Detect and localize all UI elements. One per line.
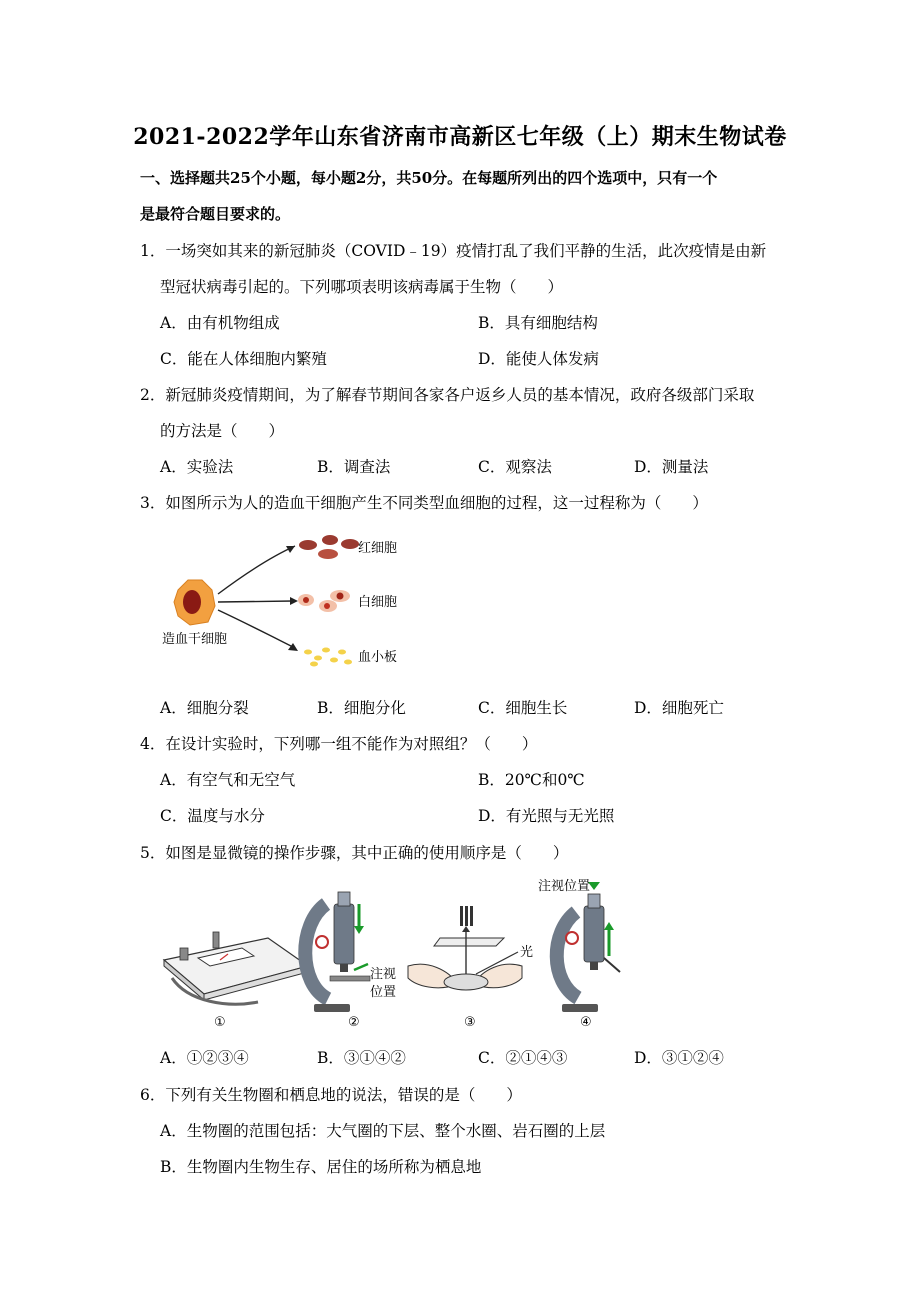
step-3-number: ③ [464,1015,476,1030]
step-1-stage-drawing [164,932,308,1004]
stem-cell-nucleus [183,590,201,614]
question-4-option-c[interactable]: C．温度与水分 [160,807,265,825]
platelet-3 [322,648,330,653]
platelet-5 [338,650,346,655]
arrow-to-white-cells [218,601,293,602]
question-1-option-d[interactable]: D．能使人体发病 [478,350,599,368]
red-cell-3 [318,549,338,559]
label-white-cell: 白细胞 [358,595,398,610]
section-heading-line-2: 是最符合题目要求的。 [140,205,291,223]
question-1-line-2: 型冠状病毒引起的。下列哪项表明该病毒属于生物（ ） [160,278,564,296]
question-3-option-d[interactable]: D．细胞死亡 [634,699,724,717]
question-3-option-c[interactable]: C．细胞生长 [478,699,568,717]
question-4-line-1: 4．在设计实验时，下列哪一组不能作为对照组？（ ） [140,735,538,753]
platelet-4 [330,658,338,663]
question-1-option-a[interactable]: A．由有机物组成 [160,314,280,332]
question-2-line-2: 的方法是（ ） [160,422,285,440]
label-stem-cell: 造血干细胞 [162,632,228,647]
question-1-option-c[interactable]: C．能在人体细胞内繁殖 [160,350,327,368]
question-3-option-a[interactable]: A．细胞分裂 [160,699,249,717]
question-4-option-d[interactable]: D．有光照与无光照 [478,807,615,825]
step-1-number: ① [214,1015,226,1030]
question-5-line-1: 5．如图是显微镜的操作步骤，其中正确的使用顺序是（ ） [140,844,569,862]
label-watch-position-1: 注视 [370,967,397,982]
label-red-cell: 红细胞 [358,541,398,556]
question-2-option-b[interactable]: B．调查法 [317,458,391,476]
platelet-6 [310,662,318,667]
label-watch-position-2: 位置 [370,985,397,1000]
question-3-line-1: 3．如图所示为人的造血干细胞产生不同类型血细胞的过程，这一过程称为（ ） [140,494,708,512]
question-3-option-b[interactable]: B．细胞分化 [317,699,406,717]
question-5-option-d[interactable]: D．③①②④ [634,1049,724,1067]
red-cell-4 [341,539,359,549]
question-4-option-a[interactable]: A．有空气和无空气 [160,771,296,789]
question-1-line-1: 1．一场突如其来的新冠肺炎（COVID﹣19）疫情打乱了我们平静的生活，此次疫情是由新 [140,242,767,260]
platelet-2 [314,656,322,661]
question-2-option-d[interactable]: D．测量法 [634,458,709,476]
platelet-1 [304,650,312,655]
question-6-option-b[interactable]: B．生物圈内生物生存、居住的场所称为栖息地 [160,1158,482,1176]
blood-cell-differentiation-figure [160,530,420,680]
step-3-mirror-hands-drawing [408,906,522,990]
label-platelet: 血小板 [358,650,398,665]
microscope-steps-figure [158,874,628,1034]
arrow-to-red-cells [218,546,295,594]
question-1-option-b[interactable]: B．具有细胞结构 [478,314,598,332]
question-2-line-1: 2．新冠肺炎疫情期间，为了解春节期间各家各户返乡人员的基本情况，政府各级部门采取 [140,386,755,404]
question-2-option-a[interactable]: A．实验法 [160,458,234,476]
step-4-microscope-drawing [557,882,620,1012]
arrow-head-white [290,597,298,605]
platelet-7 [344,660,352,665]
question-6-option-a[interactable]: A．生物圈的范围包括：大气圈的下层、整个水圈、岩石圈的上层 [160,1122,606,1140]
arrow-to-platelets [218,610,295,648]
label-light: 光 [520,945,534,960]
question-6-line-1: 6．下列有关生物圈和栖息地的说法，错误的是（ ） [140,1086,522,1104]
page-title: 2021-2022学年山东省济南市高新区七年级（上）期末生物试卷 [133,124,787,150]
step-2-microscope-drawing [305,892,370,1012]
question-4-option-b[interactable]: B．20℃和0℃ [478,771,585,789]
question-2-option-c[interactable]: C．观察法 [478,458,552,476]
red-cell-1 [299,540,317,550]
question-5-option-a[interactable]: A．①②③④ [160,1049,249,1067]
red-cell-2 [322,535,338,545]
step-4-number: ④ [580,1015,592,1030]
question-5-option-c[interactable]: C．②①④③ [478,1049,568,1067]
step-2-number: ② [348,1015,360,1030]
arrow-head-platelet [288,643,298,651]
section-heading-line-1: 一、选择题共25个小题，每小题2分，共50分。在每题所列出的四个选项中，只有一个 [140,169,718,187]
question-5-option-b[interactable]: B．③①④② [317,1049,406,1067]
label-watch-position-top: 注视位置 [538,879,591,894]
